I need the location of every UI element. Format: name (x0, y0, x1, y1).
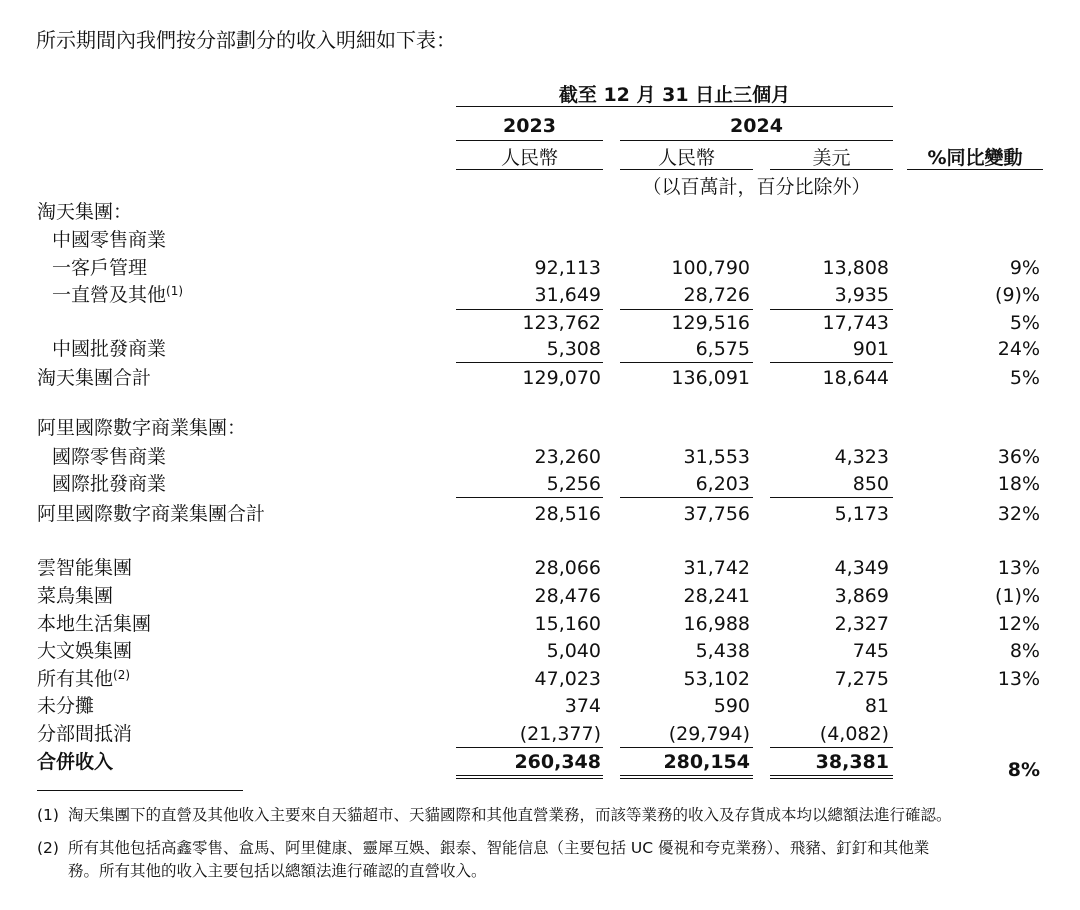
grand-total-rule-2024 (620, 747, 753, 748)
total-rule-2024 (620, 362, 753, 363)
value-yoy: 13% (997, 557, 1040, 579)
value-2023: 129,070 (522, 367, 601, 389)
footnote-separator (37, 790, 243, 791)
value-usd: 745 (852, 640, 889, 662)
row-label: 菜鳥集團 (37, 585, 114, 607)
table-row (0, 638, 1080, 665)
double-rule-2023-a (456, 775, 603, 776)
value-2024: 28,726 (683, 284, 750, 306)
value-2023: 28,516 (534, 503, 601, 525)
table-row (0, 415, 1080, 442)
double-rule-2023-b (456, 778, 603, 779)
row-label: 本地生活集團 (37, 613, 152, 635)
intro-text: 所示期間內我們按分部劃分的收入明細如下表： (36, 28, 456, 52)
value-2023: 5,040 (546, 640, 601, 662)
value-2024: 129,516 (671, 312, 750, 334)
value-yoy: (9)% (995, 284, 1040, 306)
footnote-2-text-line1: 所有其他包括高鑫零售、盒馬、阿里健康、靈犀互娛、銀泰、智能信息（主要包括 UC 優視和夸克業務）、飛豬、釘釘和其他業 (68, 839, 930, 857)
aidc-rule-usd (770, 497, 893, 498)
row-label: 一客戶管理 (52, 257, 148, 279)
value-2024: 28,241 (683, 585, 750, 607)
currency-2024-rule (620, 169, 753, 170)
value-usd: 81 (864, 695, 889, 717)
value-2023: 5,308 (546, 338, 601, 360)
row-label: 未分攤 (37, 695, 95, 717)
value-yoy: 13% (997, 668, 1040, 690)
value-yoy: 18% (997, 473, 1040, 495)
yoy-header: %同比變動 (927, 147, 1023, 169)
row-label: 合併收入 (37, 751, 114, 773)
row-label (52, 282, 183, 309)
value-usd: 3,869 (834, 585, 889, 607)
value-2023: (21,377) (519, 723, 601, 745)
value-2024: 5,438 (695, 640, 750, 662)
table-row (0, 611, 1080, 638)
value-2023: 47,023 (534, 668, 601, 690)
value-usd: 17,743 (822, 312, 889, 334)
value-2023: 28,476 (534, 585, 601, 607)
value-2024: 37,756 (683, 503, 750, 525)
year-2024-header: 2024 (730, 115, 783, 137)
usd-header: 美元 (812, 147, 851, 169)
footnote-ref: (1) (166, 284, 184, 298)
value-2024: 136,091 (671, 367, 750, 389)
table-row (0, 501, 1080, 528)
table-row (0, 444, 1080, 471)
row-label (37, 666, 130, 693)
yoy-rule (907, 169, 1043, 170)
value-2024: 6,575 (695, 338, 750, 360)
year-2023-header: 2023 (503, 115, 556, 137)
value-yoy: 32% (997, 503, 1040, 525)
double-rule-2024-b (620, 778, 753, 779)
value-yoy: (1)% (995, 585, 1040, 607)
value-2024: 31,742 (683, 557, 750, 579)
value-usd: 4,349 (834, 557, 889, 579)
value-usd: 2,327 (834, 613, 889, 635)
value-yoy: 8% (1007, 759, 1040, 781)
value-yoy: 5% (1009, 367, 1040, 389)
footnote-1-text: 淘天集團下的直營及其他收入主要來自天貓超市、天貓國際和其他直營業務，而該等業務的收入及存貨成本均以總額法進行確認。 (68, 806, 952, 824)
unit-note: （以百萬計，百分比除外） (642, 176, 871, 198)
value-2023: 31,649 (534, 284, 601, 306)
table-row (0, 310, 1080, 337)
value-2024: 100,790 (671, 257, 750, 279)
table-row (0, 749, 1080, 781)
value-yoy: 36% (997, 446, 1040, 468)
value-usd: 7,275 (834, 668, 889, 690)
value-yoy: 5% (1009, 312, 1040, 334)
footnote-2-number: (2) (37, 839, 59, 857)
footnote-ref: (2) (113, 668, 131, 682)
table-row (0, 666, 1080, 693)
row-label: 淘天集團： (37, 201, 133, 223)
value-yoy: 12% (997, 613, 1040, 635)
row-label: 阿里國際數字商業集團： (37, 417, 247, 439)
usd-rule (770, 169, 893, 170)
row-label: 中國批發商業 (52, 338, 167, 360)
currency-2023-header: 人民幣 (500, 147, 558, 169)
value-2024: 280,154 (663, 751, 750, 773)
total-rule-2023 (456, 362, 603, 363)
value-usd: 4,323 (834, 446, 889, 468)
aidc-rule-2023 (456, 497, 603, 498)
table-row (0, 199, 1080, 226)
currency-2023-rule (456, 169, 603, 170)
row-label: 分部間抵消 (37, 723, 133, 745)
value-usd: 18,644 (822, 367, 889, 389)
value-usd: 13,808 (822, 257, 889, 279)
row-label: 大文娛集團 (37, 640, 133, 662)
row-label: 阿里國際數字商業集團合計 (37, 503, 266, 525)
value-2024: 53,102 (683, 668, 750, 690)
value-usd: 38,381 (815, 751, 889, 773)
row-label: 中國零售商業 (52, 229, 167, 251)
double-rule-usd-b (770, 778, 893, 779)
grand-total-rule-usd (770, 747, 893, 748)
value-yoy: 9% (1009, 257, 1040, 279)
year-2024-rule (620, 140, 893, 141)
value-2024: 6,203 (695, 473, 750, 495)
table-row (0, 282, 1080, 309)
table-row (0, 336, 1080, 363)
period-header: 截至 12 月 31 日止三個月 (558, 84, 791, 106)
total-rule-usd (770, 362, 893, 363)
value-2023: 374 (564, 695, 601, 717)
row-label: 國際批發商業 (52, 473, 167, 495)
row-label: 淘天集團合計 (37, 367, 152, 389)
value-2023: 92,113 (534, 257, 601, 279)
table-row (0, 227, 1080, 254)
row-label-text: 所有其他 (37, 668, 114, 690)
value-2023: 15,160 (534, 613, 601, 635)
value-usd: 3,935 (834, 284, 889, 306)
table-row (0, 693, 1080, 720)
value-2023: 5,256 (546, 473, 601, 495)
table-row (0, 365, 1080, 392)
value-2024: (29,794) (668, 723, 750, 745)
table-row (0, 255, 1080, 282)
value-2024: 16,988 (683, 613, 750, 635)
value-usd: 901 (852, 338, 889, 360)
table-row (0, 721, 1080, 748)
table-row (0, 555, 1080, 582)
value-yoy: 24% (997, 338, 1040, 360)
value-2023: 123,762 (522, 312, 601, 334)
row-label: 國際零售商業 (52, 446, 167, 468)
double-rule-2024-a (620, 775, 753, 776)
value-usd: 5,173 (834, 503, 889, 525)
value-2023: 23,260 (534, 446, 601, 468)
footnote-1-number: (1) (37, 806, 59, 824)
double-rule-usd-a (770, 775, 893, 776)
grand-total-rule-2023 (456, 747, 603, 748)
row-label-text: 一直營及其他 (52, 284, 167, 306)
footnote-2-text-line2: 務。所有其他的收入主要包括以總額法進行確認的直營收入。 (68, 862, 487, 880)
table-row (0, 583, 1080, 610)
value-usd: 850 (852, 473, 889, 495)
row-label: 雲智能集團 (37, 557, 133, 579)
value-usd: (4,082) (819, 723, 889, 745)
currency-2024-header: 人民幣 (657, 147, 715, 169)
aidc-rule-2024 (620, 497, 753, 498)
value-yoy: 8% (1009, 640, 1040, 662)
value-2023: 28,066 (534, 557, 601, 579)
value-2023: 260,348 (514, 751, 601, 773)
year-2023-rule (456, 140, 603, 141)
table-row (0, 471, 1080, 498)
period-rule (456, 106, 893, 107)
value-2024: 590 (713, 695, 750, 717)
value-2024: 31,553 (683, 446, 750, 468)
